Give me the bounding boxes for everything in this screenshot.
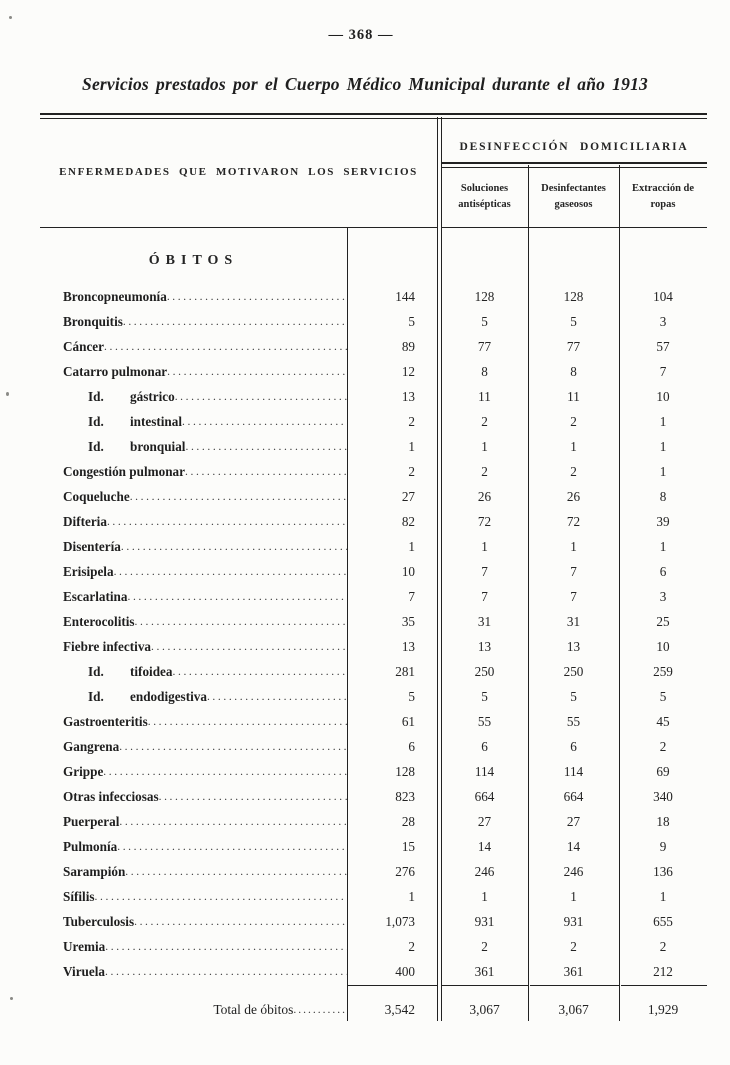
- value-cell: 6: [481, 738, 488, 754]
- value-cell: 8: [481, 363, 488, 379]
- value-cell: 114: [474, 763, 495, 779]
- table-row: [40, 634, 707, 659]
- disease-name-cell: [40, 514, 347, 530]
- value-cell: 246: [474, 863, 495, 879]
- dot-leader: [207, 691, 347, 703]
- table-row: [40, 909, 707, 934]
- value-cell: 7: [481, 588, 488, 604]
- table-row: [40, 484, 707, 509]
- value-cell: 7: [659, 363, 667, 379]
- disease-name: Grippe: [63, 763, 104, 779]
- disease-name: Enterocolitis: [63, 613, 135, 629]
- value-cell: 1: [570, 538, 577, 554]
- dot-leader: [185, 466, 347, 478]
- value-cell: 1: [570, 438, 577, 454]
- value-cell: 114: [563, 763, 584, 779]
- total-rule: [621, 985, 707, 986]
- disease-name-cell: [40, 314, 347, 330]
- value-cell: 7: [408, 588, 415, 604]
- disease-name: Puerperal: [63, 813, 120, 829]
- dot-leader: [123, 316, 347, 328]
- total-rule: [347, 985, 437, 986]
- table-row: [40, 809, 707, 834]
- value-cell: 3: [659, 588, 667, 604]
- value-cell: 1: [659, 438, 667, 454]
- value-cell: 7: [570, 588, 577, 604]
- value-cell: 7: [570, 563, 577, 579]
- table-row: [40, 359, 707, 384]
- disease-name-cell: [40, 689, 347, 705]
- disease-name-cell: [40, 764, 347, 780]
- value-cell: 5: [481, 313, 488, 329]
- disease-name-cell: [40, 739, 347, 755]
- value-cell: 1: [408, 888, 415, 904]
- disease-name-cell: [40, 789, 347, 805]
- table-row: [40, 659, 707, 684]
- column-header-soluciones: Soluciones antisépticas: [458, 182, 511, 210]
- value-cell: 1: [570, 888, 577, 904]
- value-cell: 13: [566, 638, 581, 654]
- disease-name-cell: [40, 864, 347, 880]
- value-cell: 27: [401, 488, 415, 504]
- value-cell: 259: [653, 663, 673, 679]
- value-cell: 12: [401, 363, 415, 379]
- value-cell: 72: [566, 513, 581, 529]
- table-row: [40, 684, 707, 709]
- disease-name-cell: [40, 664, 347, 680]
- value-cell: 26: [566, 488, 581, 504]
- value-cell: 246: [563, 863, 584, 879]
- value-cell: 1: [659, 413, 667, 429]
- dot-leader: [167, 366, 347, 378]
- value-cell: 128: [474, 288, 495, 304]
- value-cell: 1: [481, 888, 488, 904]
- dot-leader: [121, 541, 347, 553]
- value-cell: 276: [395, 863, 415, 879]
- value-cell: 77: [566, 338, 581, 354]
- value-cell: 2: [570, 938, 577, 954]
- disease-name-cell: [40, 464, 347, 480]
- value-cell: 1,073: [385, 913, 415, 929]
- total-value-cell: 1,929: [647, 1002, 679, 1017]
- total-label: Total de óbitos: [213, 1002, 294, 1017]
- value-cell: 250: [563, 663, 584, 679]
- disease-name: Sífilis: [63, 888, 95, 904]
- disease-name-cell: [40, 639, 347, 655]
- value-cell: 3: [659, 313, 667, 329]
- disease-name-cell: [40, 939, 347, 955]
- disease-name: Gangrena: [63, 738, 120, 754]
- table-row: [40, 434, 707, 459]
- value-cell: 14: [566, 838, 581, 854]
- header-bottom-rule: [40, 227, 437, 228]
- value-cell: 664: [474, 788, 495, 804]
- disease-name-cell: [40, 914, 347, 930]
- dot-leader: [104, 341, 347, 353]
- value-cell: 136: [653, 863, 673, 879]
- value-cell: 31: [477, 613, 492, 629]
- value-cell: 361: [474, 963, 495, 979]
- row-prefix: Id.: [88, 663, 104, 679]
- disease-name: Pulmonía: [63, 838, 118, 854]
- disease-name: Gastroenteritis: [63, 713, 148, 729]
- value-cell: 5: [570, 313, 577, 329]
- disinfection-group-header: DESINFECCIÓN DOMICILIARIA: [459, 141, 689, 153]
- total-label-cell: [40, 1002, 347, 1018]
- page-number: — 368 —: [328, 27, 394, 43]
- value-cell: 13: [401, 638, 415, 654]
- column-header-desinfectantes: Desinfectantes gaseosos: [541, 182, 606, 210]
- value-cell: 1: [408, 538, 415, 554]
- value-cell: 2: [408, 938, 415, 954]
- value-cell: 2: [408, 463, 415, 479]
- table-row: [40, 384, 707, 409]
- value-cell: 57: [656, 338, 670, 354]
- value-cell: 655: [653, 913, 673, 929]
- scan-speck: [9, 16, 12, 19]
- disease-name: Coqueluche: [63, 488, 130, 504]
- disease-name-cell: [40, 614, 347, 630]
- disease-name-cell: [40, 814, 347, 830]
- dot-leader: [119, 741, 347, 753]
- disease-name: gástrico: [130, 388, 175, 404]
- dot-leader: [173, 666, 348, 678]
- dot-leader: [107, 516, 347, 528]
- table-row: [40, 334, 707, 359]
- value-cell: 6: [659, 563, 667, 579]
- dot-leader: [182, 416, 347, 428]
- dot-leader: [151, 641, 347, 653]
- value-cell: 5: [570, 688, 577, 704]
- value-cell: 6: [408, 738, 415, 754]
- disease-name-cell: [40, 339, 347, 355]
- total-row: [40, 997, 707, 1023]
- disease-name-cell: [40, 964, 347, 980]
- value-cell: 15: [401, 838, 415, 854]
- row-prefix: Id.: [88, 413, 104, 429]
- value-cell: 212: [653, 963, 673, 979]
- value-cell: 35: [401, 613, 415, 629]
- disease-name: Fiebre infectiva: [63, 638, 152, 654]
- disease-name-cell: [40, 414, 347, 430]
- table-row: [40, 784, 707, 809]
- disease-name: Broncopneumonía: [63, 288, 167, 304]
- value-cell: 18: [656, 813, 670, 829]
- dot-leader: [119, 816, 347, 828]
- dot-leader: [117, 841, 347, 853]
- value-cell: 340: [653, 788, 673, 804]
- scan-speck: [10, 997, 13, 1000]
- row-prefix: Id.: [88, 688, 104, 704]
- value-cell: 89: [401, 338, 415, 354]
- value-cell: 31: [566, 613, 581, 629]
- disease-name: endodigestiva: [130, 688, 207, 704]
- total-rule: [441, 985, 528, 986]
- disease-name-cell: [40, 489, 347, 505]
- value-cell: 77: [477, 338, 492, 354]
- dot-leader: [130, 491, 347, 503]
- value-cell: 10: [656, 388, 670, 404]
- dot-leader: [127, 591, 347, 603]
- disease-name: Cáncer: [63, 338, 105, 354]
- dot-leader: [125, 866, 347, 878]
- table-row: [40, 584, 707, 609]
- value-cell: 1: [659, 463, 667, 479]
- scan-speck: [6, 392, 9, 396]
- row-prefix: Id.: [88, 388, 104, 404]
- header-bottom-rule: [441, 227, 707, 228]
- value-cell: 1: [659, 888, 667, 904]
- disease-name: Tuberculosis: [63, 913, 135, 929]
- value-cell: 8: [570, 363, 577, 379]
- value-cell: 39: [656, 513, 670, 529]
- services-table: [40, 113, 707, 1021]
- dot-leader: [185, 441, 347, 453]
- value-cell: 7: [481, 563, 488, 579]
- value-cell: 2: [408, 413, 415, 429]
- disease-name: tifoidea: [130, 663, 173, 679]
- disease-name: Escarlatina: [63, 588, 128, 604]
- value-cell: 128: [563, 288, 584, 304]
- value-cell: 128: [395, 763, 415, 779]
- value-cell: 61: [401, 713, 415, 729]
- value-cell: 2: [481, 463, 488, 479]
- dot-leader: [105, 941, 347, 953]
- disease-name: Catarro pulmonar: [63, 363, 168, 379]
- disease-name: bronquial: [130, 438, 186, 454]
- dot-leader: [148, 716, 347, 728]
- table-row: [40, 409, 707, 434]
- disease-name-cell: [40, 839, 347, 855]
- value-cell: 250: [474, 663, 495, 679]
- value-cell: 2: [659, 738, 667, 754]
- total-rule: [530, 985, 619, 986]
- value-cell: 45: [656, 713, 670, 729]
- disease-name-cell: [40, 289, 347, 305]
- disease-name: Sarampión: [63, 863, 126, 879]
- disease-name-cell: [40, 889, 347, 905]
- value-cell: 10: [401, 563, 415, 579]
- table-row: [40, 459, 707, 484]
- value-cell: 1: [408, 438, 415, 454]
- value-cell: 2: [481, 413, 488, 429]
- dot-leader: [134, 916, 347, 928]
- disease-name-cell: [40, 389, 347, 405]
- value-cell: 11: [478, 388, 491, 404]
- dot-leader: [114, 566, 347, 578]
- value-cell: 27: [477, 813, 492, 829]
- disease-name: Otras infecciosas: [63, 788, 159, 804]
- disease-name-cell: [40, 364, 347, 380]
- value-cell: 26: [477, 488, 492, 504]
- value-cell: 55: [566, 713, 581, 729]
- value-cell: 28: [401, 813, 415, 829]
- table-row: [40, 509, 707, 534]
- disease-name-cell: [40, 589, 347, 605]
- value-cell: 664: [563, 788, 584, 804]
- value-cell: 823: [395, 788, 415, 804]
- disease-name-cell: [40, 539, 347, 555]
- diseases-column-header: ENFERMEDADES QUE MOTIVARON LOS SERVICIOS: [59, 166, 418, 178]
- table-row: [40, 709, 707, 734]
- value-cell: 931: [563, 913, 584, 929]
- table-row: [40, 609, 707, 634]
- table-row: [40, 284, 707, 309]
- value-cell: 11: [567, 388, 580, 404]
- value-cell: 13: [477, 638, 492, 654]
- dot-leader: [105, 966, 347, 978]
- value-cell: 5: [481, 688, 488, 704]
- table-row: [40, 859, 707, 884]
- disease-name: Difteria: [63, 513, 107, 529]
- disease-name: Congestión pulmonar: [63, 463, 186, 479]
- table-row: [40, 934, 707, 959]
- value-cell: 2: [659, 938, 667, 954]
- value-cell: 281: [395, 663, 415, 679]
- value-cell: 55: [477, 713, 492, 729]
- column-header-extraccion: Extracción de ropas: [631, 182, 695, 210]
- value-cell: 8: [659, 488, 667, 504]
- dot-leader: [175, 391, 347, 403]
- value-cell: 1: [659, 538, 667, 554]
- value-cell: 104: [653, 288, 673, 304]
- table-row: [40, 309, 707, 334]
- value-cell: 2: [481, 938, 488, 954]
- value-cell: 25: [656, 613, 670, 629]
- value-cell: 1: [481, 538, 488, 554]
- table-row: [40, 759, 707, 784]
- value-cell: 2: [570, 413, 577, 429]
- value-cell: 13: [401, 388, 415, 404]
- table-row: [40, 834, 707, 859]
- value-cell: 400: [395, 963, 415, 979]
- value-cell: 27: [566, 813, 581, 829]
- value-cell: 2: [570, 463, 577, 479]
- dot-leader: [135, 616, 347, 628]
- dot-leader: [159, 791, 347, 803]
- value-cell: 5: [659, 688, 667, 704]
- value-cell: 9: [659, 838, 667, 854]
- value-cell: 82: [401, 513, 415, 529]
- table-row: [40, 734, 707, 759]
- value-cell: 72: [477, 513, 492, 529]
- disease-name: Erisipela: [63, 563, 114, 579]
- disease-name-cell: [40, 714, 347, 730]
- value-cell: 5: [408, 688, 415, 704]
- total-value-cell: 3,067: [469, 1002, 500, 1017]
- value-cell: 14: [477, 838, 492, 854]
- disease-name: intestinal: [130, 413, 183, 429]
- document-title: Servicios prestados por el Cuerpo Médico Municipal durante el año 1913: [82, 74, 648, 94]
- disease-name-cell: [40, 564, 347, 580]
- disease-name: Viruela: [63, 963, 105, 979]
- table-row: [40, 884, 707, 909]
- dot-leader: [293, 1004, 347, 1016]
- subcolumn-headers: [441, 168, 707, 226]
- table-row: [40, 559, 707, 584]
- total-value-cell: 3,067: [558, 1002, 589, 1017]
- value-cell: 361: [563, 963, 584, 979]
- dot-leader: [95, 891, 347, 903]
- value-cell: 10: [656, 638, 670, 654]
- disease-name-cell: [40, 439, 347, 455]
- dot-leader: [103, 766, 347, 778]
- disease-name: Bronquitis: [63, 313, 123, 329]
- value-cell: 6: [570, 738, 577, 754]
- disease-name: Uremia: [63, 938, 106, 954]
- value-cell: 69: [656, 763, 670, 779]
- table-row: [40, 959, 707, 984]
- value-cell: 931: [474, 913, 495, 929]
- dot-leader: [167, 291, 347, 303]
- row-prefix: Id.: [88, 438, 104, 454]
- total-value-cell: 3,542: [384, 1002, 415, 1017]
- section-header-obitos: ÓBITOS: [148, 253, 239, 268]
- value-cell: 5: [408, 313, 415, 329]
- value-cell: 144: [395, 288, 415, 304]
- disease-name: Disentería: [63, 538, 121, 554]
- table-row: [40, 534, 707, 559]
- value-cell: 1: [481, 438, 488, 454]
- table-rows: [40, 284, 707, 984]
